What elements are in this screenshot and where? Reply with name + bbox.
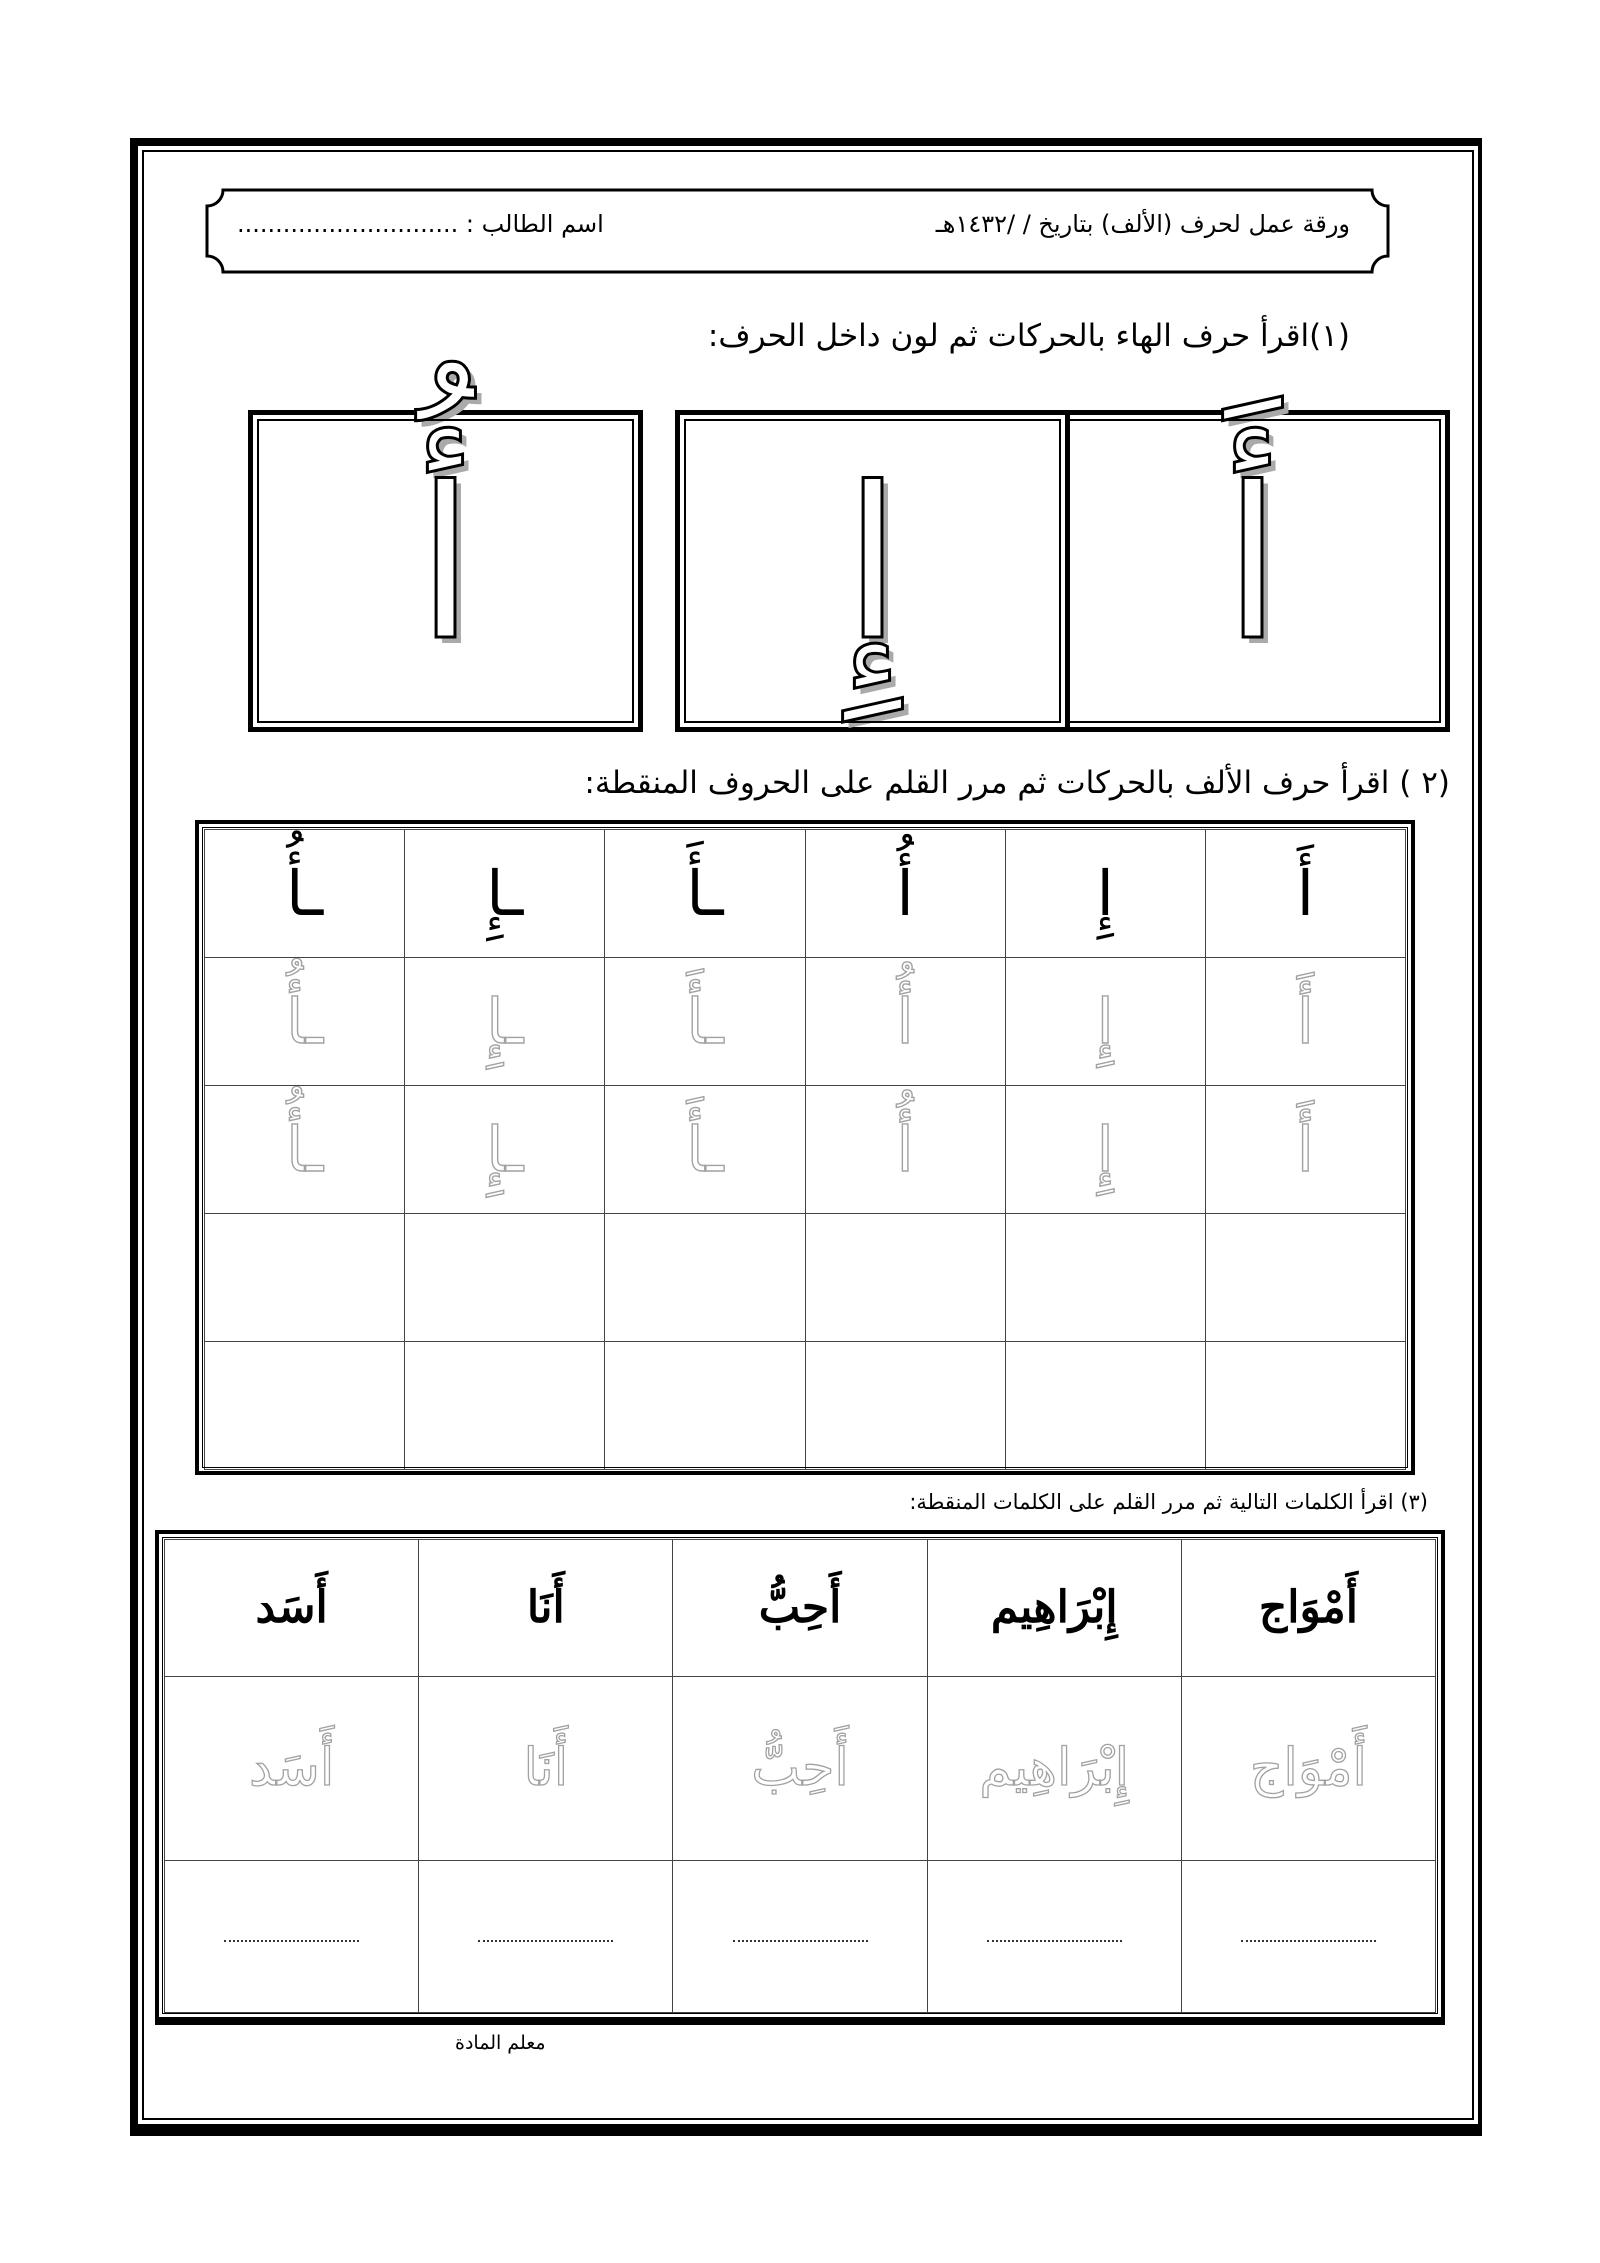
- blank-cell[interactable]: [1005, 1342, 1205, 1470]
- letter-box-damma: [248, 410, 643, 732]
- trace-cell[interactable]: أَ: [1205, 1086, 1405, 1214]
- trace-cell[interactable]: ـإِ: [405, 1086, 605, 1214]
- trace-cell[interactable]: ـأُ: [205, 1086, 405, 1214]
- traced-word-cell[interactable]: أَمْوَاج: [1181, 1676, 1435, 1861]
- model-cell: ـأُ: [205, 830, 405, 958]
- traced-word-cell[interactable]: إِبْرَاهِيم: [927, 1676, 1181, 1861]
- trace-cell[interactable]: ـأُ: [205, 958, 405, 1086]
- trace-cell[interactable]: ـأَ: [605, 958, 805, 1086]
- trace-cell[interactable]: ـأَ: [605, 1086, 805, 1214]
- words-grid: [155, 1530, 1445, 2025]
- worksheet-title: ورقة عمل لحرف (الألف) بتاريخ / /١٤٣٢هـ: [935, 210, 1350, 238]
- big-letter-alef-kasra[interactable]: إِ: [843, 442, 902, 687]
- model-cell: ـأَ: [605, 830, 805, 958]
- teacher-label: معلم المادة: [455, 2032, 546, 2054]
- blank-cell[interactable]: [405, 1342, 605, 1470]
- word-cell: أَنَا: [419, 1540, 673, 1677]
- blank-cell[interactable]: [605, 1342, 805, 1470]
- write-cell[interactable]: [1181, 1861, 1435, 2013]
- traced-word-cell[interactable]: أَسَد: [165, 1676, 419, 1861]
- model-cell: ـإِ: [405, 830, 605, 958]
- dotted-write-line: [733, 1940, 868, 1942]
- dotted-write-line: [478, 1940, 613, 1942]
- model-cell: إِ: [1005, 830, 1205, 958]
- blank-cell[interactable]: [405, 1214, 605, 1342]
- word-cell: أَمْوَاج: [1181, 1540, 1435, 1677]
- student-name-field[interactable]: اسم الطالب : .............................: [237, 210, 604, 238]
- section3-heading: (٣) اقرأ الكلمات التالية ثم مرر القلم على الكلمات المنقطة:: [909, 1490, 1428, 1514]
- trace-cell[interactable]: ـإِ: [405, 958, 605, 1086]
- table-row: [205, 958, 1406, 1086]
- model-cell: أُ: [805, 830, 1005, 958]
- table-row: [165, 1861, 1436, 2013]
- section2-heading: (٢ ) اقرأ حرف الألف بالحركات ثم مرر القلم على الحروف المنقطة:: [584, 765, 1450, 801]
- write-cell[interactable]: [927, 1861, 1181, 2013]
- word-cell: إِبْرَاهِيم: [927, 1540, 1181, 1677]
- word-cell: أَسَد: [165, 1540, 419, 1677]
- blank-cell[interactable]: [1005, 1214, 1205, 1342]
- words-table: [164, 1539, 1436, 2013]
- dotted-write-line: [1241, 1940, 1376, 1942]
- blank-cell[interactable]: [605, 1214, 805, 1342]
- big-letter-alef-fatha[interactable]: أَ: [1223, 442, 1282, 687]
- table-row: [165, 1676, 1436, 1861]
- blank-cell[interactable]: [805, 1214, 1005, 1342]
- traced-word-cell[interactable]: أَحِبُّ: [673, 1676, 927, 1861]
- blank-cell[interactable]: [805, 1342, 1005, 1470]
- blank-cell[interactable]: [205, 1342, 405, 1470]
- blank-cell[interactable]: [1205, 1342, 1405, 1470]
- table-row: [205, 1342, 1406, 1470]
- table-row: [165, 1540, 1436, 1677]
- trace-cell[interactable]: إِ: [1005, 958, 1205, 1086]
- letter-box-kasra: [675, 410, 1070, 732]
- dotted-write-line: [987, 1940, 1122, 1942]
- write-cell[interactable]: [419, 1861, 673, 2013]
- table-row: [205, 830, 1406, 958]
- word-cell: أَحِبُّ: [673, 1540, 927, 1677]
- letters-grid: [195, 820, 1415, 1475]
- trace-cell[interactable]: إِ: [1005, 1086, 1205, 1214]
- traced-word-cell[interactable]: أَنَا: [419, 1676, 673, 1861]
- table-row: [205, 1214, 1406, 1342]
- trace-cell[interactable]: أَ: [1205, 958, 1405, 1086]
- trace-cell[interactable]: أُ: [805, 1086, 1005, 1214]
- blank-cell[interactable]: [1205, 1214, 1405, 1342]
- letters-table: [204, 829, 1406, 1470]
- trace-cell[interactable]: أُ: [805, 958, 1005, 1086]
- table-row: [205, 1086, 1406, 1214]
- big-letter-alef-damma[interactable]: أُ: [416, 442, 475, 687]
- section1-heading: (١)اقرأ حرف الهاء بالحركات ثم لون داخل الحرف:: [707, 318, 1350, 354]
- blank-cell[interactable]: [205, 1214, 405, 1342]
- write-cell[interactable]: [673, 1861, 927, 2013]
- header-banner: [205, 188, 1390, 274]
- dotted-write-line: [224, 1940, 359, 1942]
- write-cell[interactable]: [165, 1861, 419, 2013]
- model-cell: أَ: [1205, 830, 1405, 958]
- letter-box-fatha: [1055, 410, 1450, 732]
